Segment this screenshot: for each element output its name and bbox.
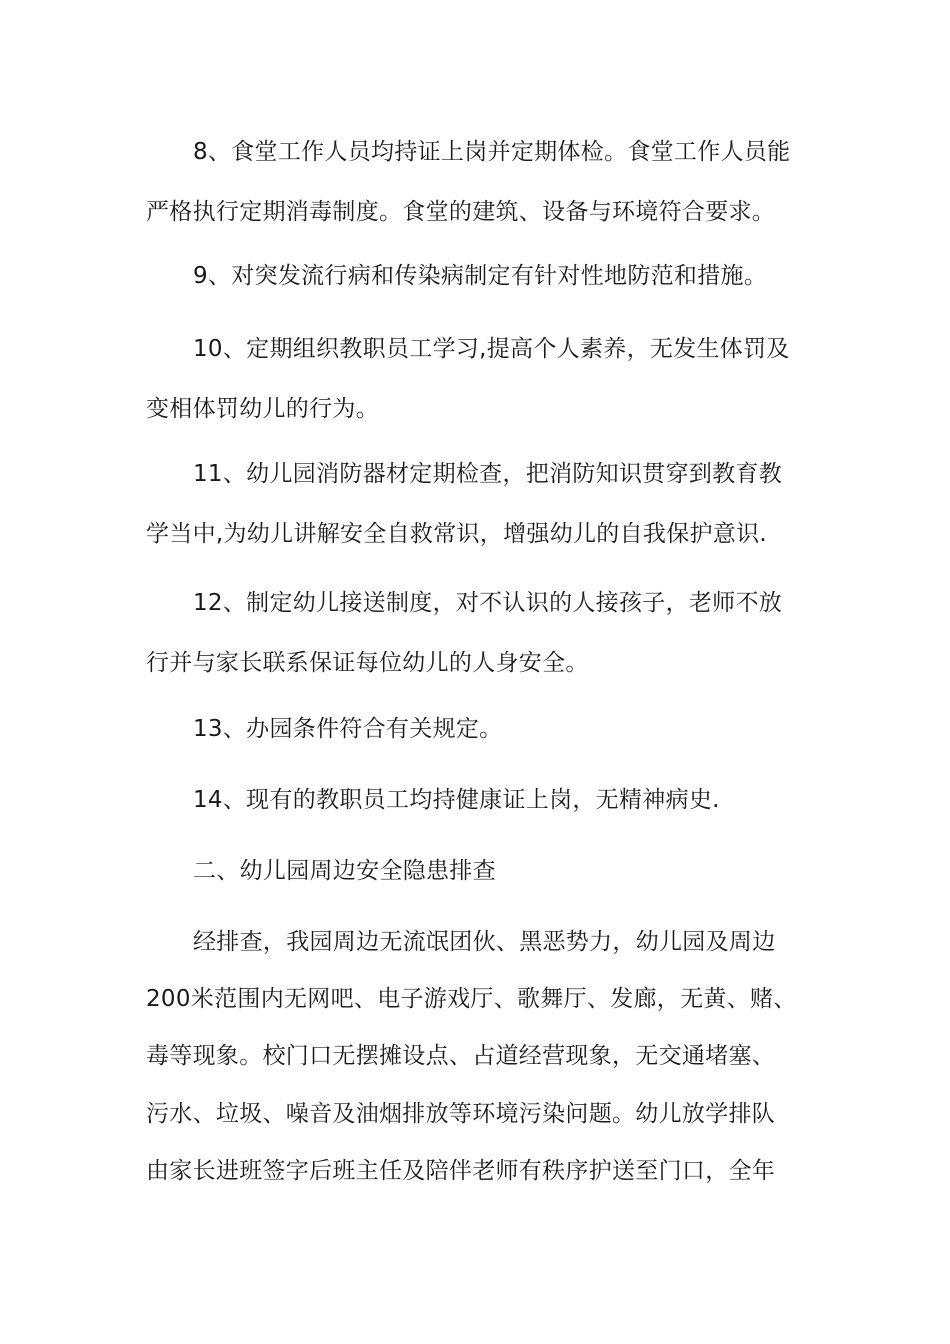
text-line-item11-part2: 学当中,为幼儿讲解安全自救常识，增强幼儿的自我保护意识. [146,521,768,547]
text-line-item8-part2: 严格执行定期消毒制度。食堂的建筑、设备与环境符合要求。 [146,199,776,225]
paragraph-line-2: 200米范围内无网吧、电子游戏厅、歌舞厅、发廊，无黄、赌、 [146,986,797,1012]
text-line-item11-part1: 11、幼儿园消防器材定期检查，把消防知识贯穿到教育教 [193,461,783,487]
text-line-item12-part2: 行并与家长联系保证每位幼儿的人身安全。 [146,650,589,676]
text-line-item12-part1: 12、制定幼儿接送制度，对不认识的人接孩子，老师不放 [193,590,783,616]
text-line-item13: 13、办园条件符合有关规定。 [193,716,503,742]
text-line-item8-part1: 8、食堂工作人员均持证上岗并定期体检。食堂工作人员能 [193,139,791,165]
section-heading: 二、幼儿园周边安全隐患排查 [193,858,496,884]
paragraph-line-3: 毒等现象。校门口无摆摊设点、占道经营现象，无交通堵塞、 [146,1043,776,1069]
text-line-item9: 9、对突发流行病和传染病制定有针对性地防范和措施。 [193,263,768,289]
text-line-item10-part2: 变相体罚幼儿的行为。 [146,396,379,422]
paragraph-line-4: 污水、垃圾、噪音及油烟排放等环境污染问题。幼儿放学排队 [146,1101,776,1127]
paragraph-line-5: 由家长进班签字后班主任及陪伴老师有秩序护送至门口，全年 [146,1158,776,1184]
paragraph-line-1: 经排查，我园周边无流氓团伙、黑恶势力，幼儿园及周边 [193,929,776,955]
text-line-item10-part1: 10、定期组织教职员工学习,提高个人素养，无发生体罚及 [193,336,790,362]
text-line-item14: 14、现有的教职员工均持健康证上岗，无精神病史. [193,787,720,813]
